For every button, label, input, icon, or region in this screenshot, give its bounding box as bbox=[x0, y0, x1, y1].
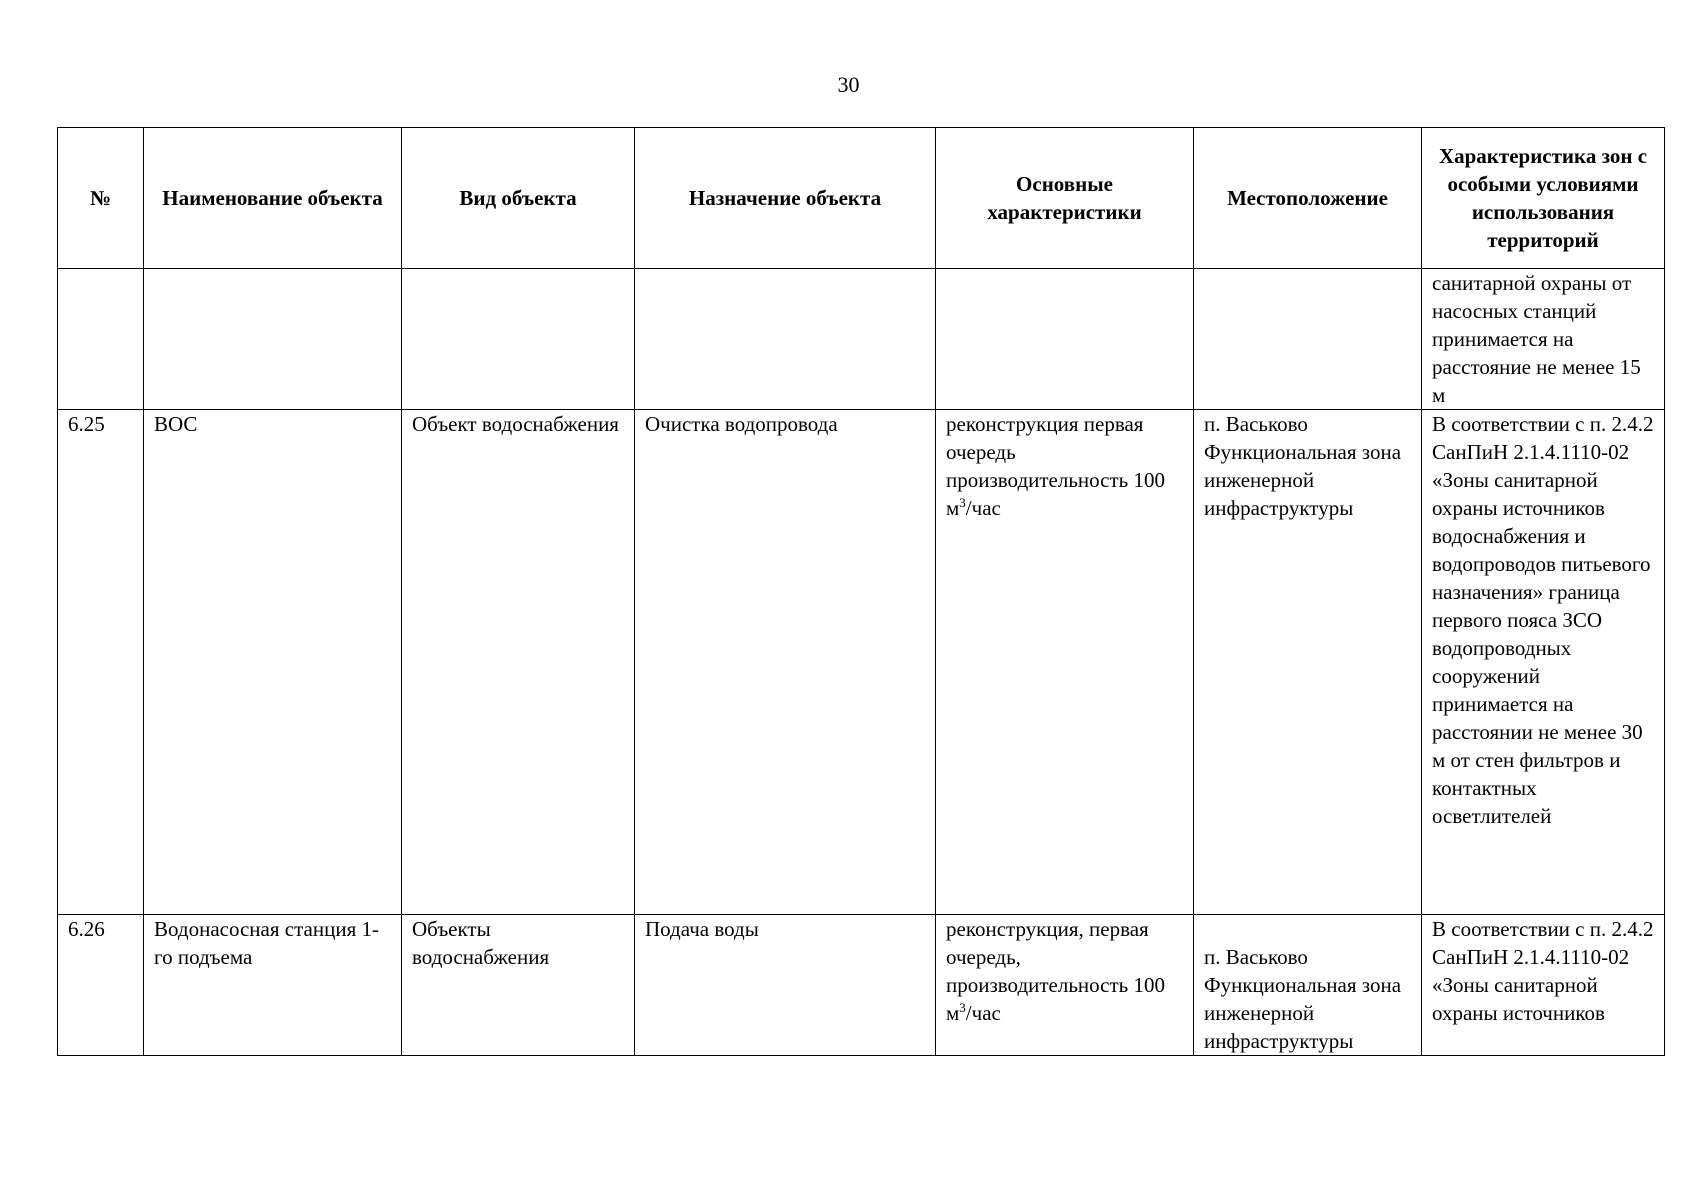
header-number: № bbox=[58, 128, 144, 269]
cell-purpose: Подача воды bbox=[635, 915, 936, 1056]
cell-number bbox=[58, 269, 144, 410]
cell-characteristics bbox=[936, 410, 1194, 915]
objects-table bbox=[57, 127, 1665, 1056]
cell-kind: Объект водоснабжения bbox=[402, 410, 635, 915]
page-number: 30 bbox=[837, 72, 860, 97]
cell-number: 6.26 bbox=[58, 915, 144, 1056]
header-characteristics: Основные характеристики bbox=[936, 128, 1194, 269]
unit-tail: /час bbox=[965, 1001, 1001, 1025]
cell-kind bbox=[402, 269, 635, 410]
cell-name: ВОС bbox=[144, 410, 402, 915]
characteristics-text: реконструкция, первая очередь, производительность 100 м bbox=[946, 917, 1166, 1025]
header-object-name: Наименование объекта bbox=[144, 128, 402, 269]
unit-superscript: 3 bbox=[959, 495, 966, 510]
table-row bbox=[58, 915, 1665, 1056]
cell-location: п. Васьково Функциональная зона инженерной инфраструктуры bbox=[1194, 410, 1422, 915]
location-spacer bbox=[1204, 915, 1411, 943]
cell-purpose: Очистка водопровода bbox=[635, 410, 936, 915]
cell-name: Водонасосная станция 1-го подъема bbox=[144, 915, 402, 1056]
unit-superscript: 3 bbox=[959, 1000, 966, 1015]
table-row bbox=[58, 269, 1665, 410]
cell-characteristics bbox=[936, 915, 1194, 1056]
cell-location bbox=[1194, 269, 1422, 410]
cell-kind: Объекты водоснабжения bbox=[402, 915, 635, 1056]
table-row bbox=[58, 410, 1665, 915]
cell-number: 6.25 bbox=[58, 410, 144, 915]
cell-zones: В соответствии с п. 2.4.2 СанПиН 2.1.4.1110-02 «Зоны санитарной охраны источников водоснабжения и водопроводов питьевого назначения» граница первого пояса ЗСО водопроводных сооружений принимается на расстоянии не менее 30 м от стен фильтров и контактных осветлителей bbox=[1422, 410, 1665, 915]
cell-zones: В соответствии с п. 2.4.2 СанПиН 2.1.4.1110-02 «Зоны санитарной охраны источников bbox=[1422, 915, 1665, 1056]
unit-tail: /час bbox=[965, 496, 1001, 520]
cell-zones: санитарной охраны от насосных станций принимается на расстояние не менее 15 м bbox=[1422, 269, 1665, 410]
table-header-row bbox=[58, 128, 1665, 269]
header-location: Местоположение bbox=[1194, 128, 1422, 269]
cell-location bbox=[1194, 915, 1422, 1056]
cell-characteristics bbox=[936, 269, 1194, 410]
header-object-kind: Вид объекта bbox=[402, 128, 635, 269]
location-text: п. Васьково Функциональная зона инженерной инфраструктуры bbox=[1204, 945, 1402, 1053]
header-zones: Характеристика зон с особыми условиями использования территорий bbox=[1422, 128, 1665, 269]
characteristics-text: реконструкция первая очередь производительность 100 м bbox=[946, 412, 1166, 520]
header-object-purpose: Назначение объекта bbox=[635, 128, 936, 269]
cell-name bbox=[144, 269, 402, 410]
cell-purpose bbox=[635, 269, 936, 410]
